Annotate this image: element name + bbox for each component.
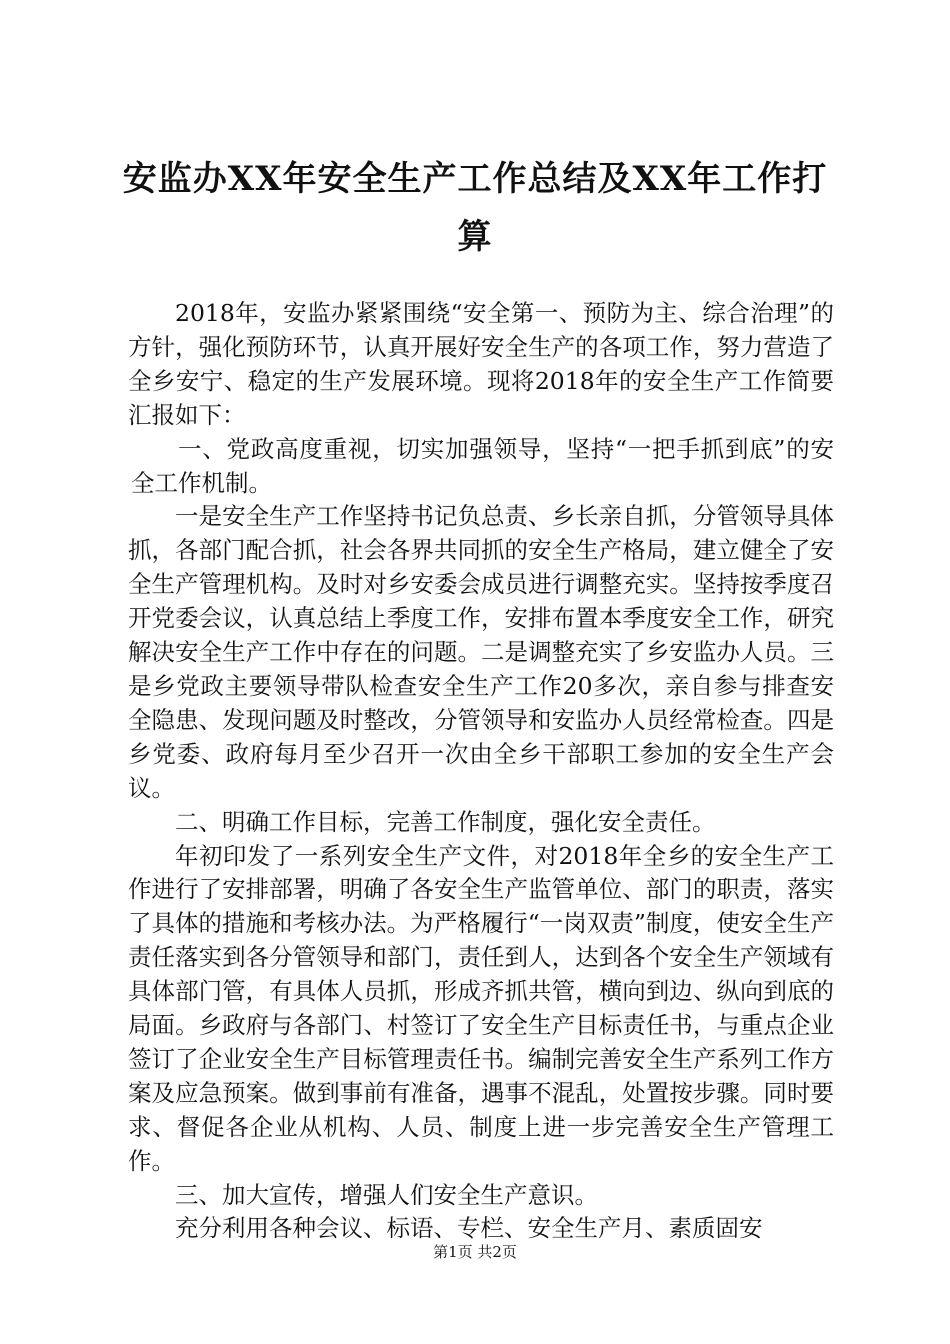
document-body [128,297,834,1246]
document-title: 安监办XX年安全生产工作总结及XX年工作打算 [122,159,828,257]
paragraph-section-3: 充分利用各种会议、标语、专栏、安全生产月、素质固安 [175,1214,763,1243]
section-heading-2: 二、明确工作目标，完善工作制度，强化安全责任。 [175,807,716,836]
paragraph-intro: 2018年，安监办紧紧围绕“安全第一、预防为主、综合治理”的方针，强化预防环节，认真开展好安全生产的各项工作，努力营造了全乡安宁、稳定的生产发展环境。现将2018年的安全生产工作简要汇报如下： [128,299,834,429]
page-footer: 第1页 共2页 [433,1243,517,1261]
section-heading-3: 三、加大宣传，增强人们安全生产意识。 [175,1180,598,1209]
section-heading-1: 一、党政高度重视，切实加强领导，坚持“一把手抓到底”的安全工作机制。 [131,434,834,497]
paragraph-section-2: 年初印发了一系列安全生产文件，对2018年全乡的安全生产工作进行了安排部署，明确了各安全生产监管单位、部门的职责，落实了具体的措施和考核办法。为严格履行“一岗双责”制度，使安全生产责任落实到各分管领导和部门，责任到人，达到各个安全生产领域有具体部门管，有具体人员抓，形成齐抓共管，横向到边、纵向到底的局面。乡政府与各部门、村签订了安全生产目标责任书，与重点企业签订了企业安全生产目标管理责任书。编制完善安全生产系列工作方案及应急预案。做到事前有准备，遇事不混乱，处置按步骤。同时要求、督促各企业从机构、人员、制度上进一步完善安全生产管理工作。 [128,841,834,1175]
paragraph-section-1: 一是安全生产工作坚持书记负总责、乡长亲自抓，分管领导具体抓，各部门配合抓，社会各界共同抓的安全生产格局，建立健全了安全生产管理机构。及时对乡安委会成员进行调整充实。坚持按季度召开党委会议，认真总结上季度工作，安排布置本季度安全工作，研究解决安全生产工作中存在的问题。二是调整充实了乡安监办人员。三是乡党政主要领导带队检查安全生产工作20多次，亲自参与排查安全隐患、发现问题及时整改，分管领导和安监办人员经常检查。四是乡党委、政府每月至少召开一次由全乡干部职工参加的安全生产会议。 [128,502,834,802]
